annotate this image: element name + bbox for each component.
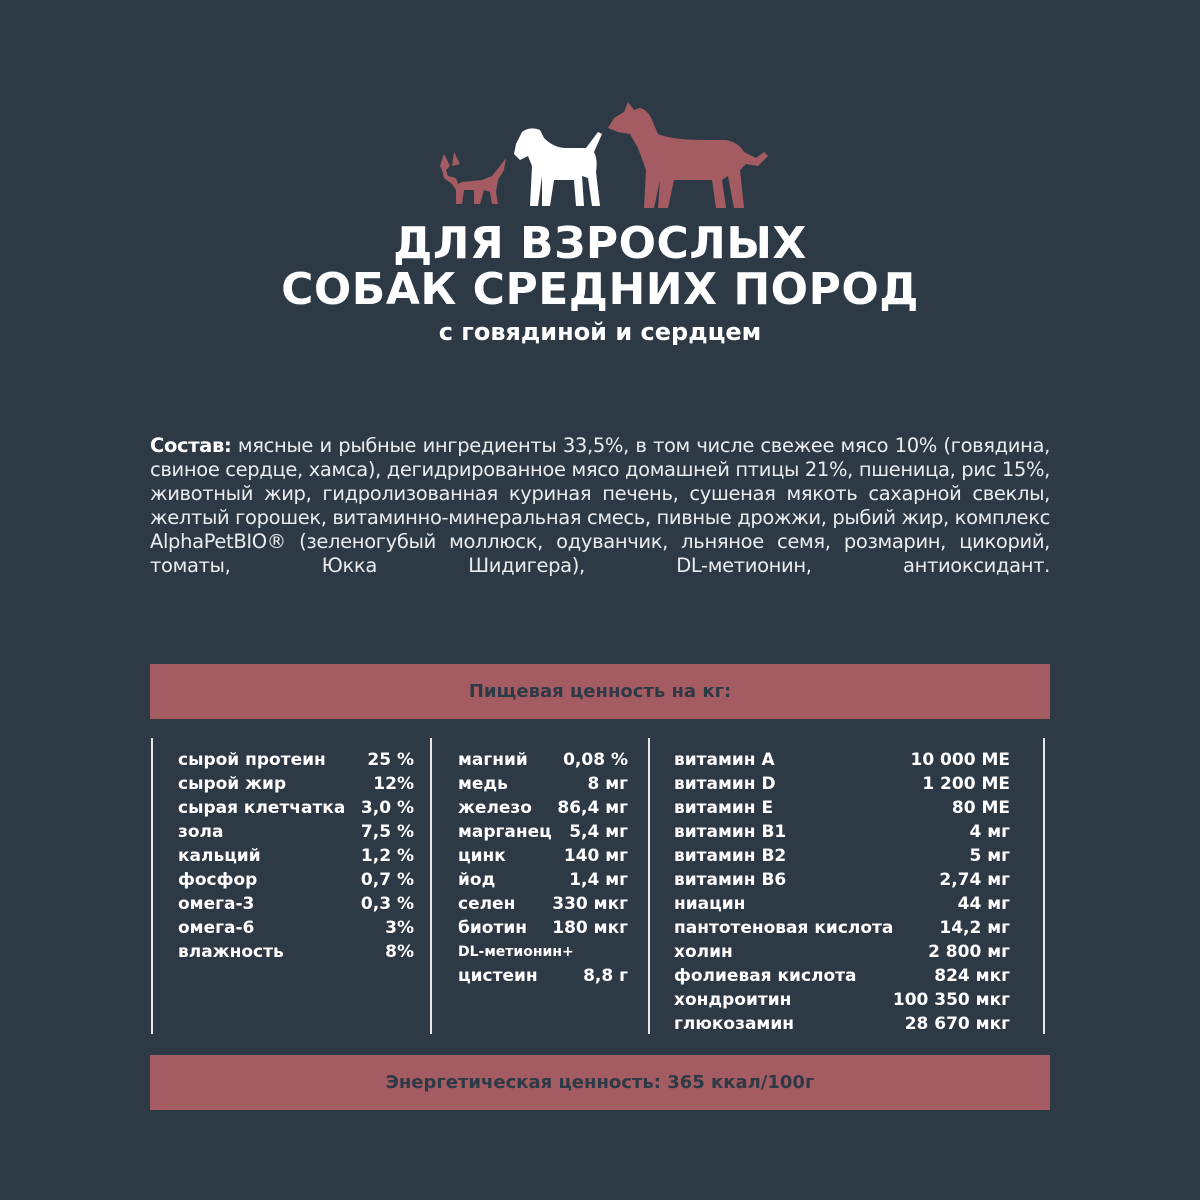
nutrient-value: 2,74 мг (939, 870, 1010, 890)
page-title-line2: СОБАК СРЕДНИХ ПОРОД (281, 264, 919, 315)
nutrient-row (178, 772, 414, 796)
column-divider (151, 738, 153, 1034)
nutrient-row (178, 940, 414, 964)
nutrient-row (674, 868, 1010, 892)
nutrient-value: 1 200 МЕ (922, 774, 1010, 794)
nutrient-row (458, 796, 628, 820)
nutrient-value: 14,2 мг (939, 918, 1010, 938)
nutrient-name: омега-3 (178, 894, 255, 914)
composition-label: Состав: (150, 434, 232, 457)
nutrient-name: холин (674, 942, 733, 962)
nutrient-row (458, 940, 628, 964)
nutrient-value: 80 МЕ (951, 798, 1010, 818)
nutrient-name: марганец (458, 822, 552, 842)
nutrient-name: сырая клетчатка (178, 798, 346, 818)
nutrient-value: 5 мг (969, 846, 1010, 866)
nutrient-name: влажность (178, 942, 284, 962)
nutrient-name: кальций (178, 846, 261, 866)
nutrient-row (674, 772, 1010, 796)
nutrient-name: цинк (458, 846, 506, 866)
page-title-line1: ДЛЯ ВЗРОСЛЫХ (393, 218, 807, 269)
nutrient-row (674, 988, 1010, 1012)
nutrient-value: 10 000 МЕ (910, 750, 1010, 770)
nutrient-row (458, 892, 628, 916)
nutrient-value: 86,4 мг (557, 798, 628, 818)
nutrient-name: витамин Е (674, 798, 774, 818)
nutrition-column-2 (458, 748, 628, 988)
nutrient-row (458, 916, 628, 940)
nutrient-row (178, 844, 414, 868)
nutrient-name: хондроитин (674, 990, 792, 1010)
nutrition-header: Пищевая ценность на кг: (150, 664, 1050, 719)
nutrient-row (458, 820, 628, 844)
medium-dog-icon (514, 126, 606, 210)
nutrition-column-1 (178, 748, 414, 964)
column-divider (648, 738, 650, 1034)
nutrient-value: 2 800 мг (928, 942, 1010, 962)
nutrient-value: 1,4 мг (569, 870, 628, 890)
nutrient-value: 8% (385, 942, 414, 962)
nutrient-row (674, 964, 1010, 988)
nutrient-value: 3% (385, 918, 414, 938)
nutrient-row (674, 916, 1010, 940)
nutrient-value: 28 670 мкг (904, 1014, 1010, 1034)
nutrient-value: 330 мкг (552, 894, 628, 914)
nutrient-value: 824 мкг (934, 966, 1010, 986)
nutrient-name: фосфор (178, 870, 258, 890)
nutrient-name: омега-6 (178, 918, 255, 938)
nutrient-name: фолиевая кислота (674, 966, 857, 986)
nutrient-value: 8 мг (587, 774, 628, 794)
nutrient-row (674, 940, 1010, 964)
nutrient-row (178, 868, 414, 892)
nutrient-value: 180 мкг (552, 918, 628, 938)
nutrient-name: йод (458, 870, 496, 890)
nutrient-value: 0,7 % (360, 870, 414, 890)
nutrient-row (178, 892, 414, 916)
nutrient-row (178, 748, 414, 772)
nutrient-name: витамин D (674, 774, 776, 794)
nutrient-name: витамин В2 (674, 846, 787, 866)
nutrient-name: зола (178, 822, 224, 842)
nutrient-name: пантотеновая кислота (674, 918, 894, 938)
large-dog-icon (608, 100, 768, 212)
nutrient-name: сырой протеин (178, 750, 326, 770)
nutrient-value: 0,08 % (563, 750, 628, 770)
nutrient-value: 100 350 мкг (892, 990, 1010, 1010)
nutrient-row (674, 820, 1010, 844)
nutrient-name: витамин В6 (674, 870, 787, 890)
nutrient-value: 5,4 мг (569, 822, 628, 842)
nutrient-value: 0,3 % (360, 894, 414, 914)
nutrient-name: витамин В1 (674, 822, 787, 842)
nutrient-row (178, 796, 414, 820)
nutrient-row (674, 796, 1010, 820)
dogs-illustration (0, 90, 1200, 220)
nutrient-value: 140 мг (563, 846, 628, 866)
composition-text (150, 434, 1050, 578)
nutrient-value: 12% (373, 774, 414, 794)
nutrient-name: ниацин (674, 894, 746, 914)
column-divider (430, 738, 432, 1034)
nutrient-name: железо (458, 798, 532, 818)
nutrient-name: глюкозамин (674, 1014, 794, 1034)
nutrient-name: медь (458, 774, 508, 794)
nutrient-row (674, 748, 1010, 772)
nutrient-row (458, 844, 628, 868)
nutrient-value: 1,2 % (360, 846, 414, 866)
nutrient-row (178, 820, 414, 844)
nutrient-row (674, 844, 1010, 868)
small-dog-icon (440, 148, 510, 208)
nutrition-column-3 (674, 748, 1010, 1036)
nutrient-value: 7,5 % (360, 822, 414, 842)
nutrient-row (178, 916, 414, 940)
nutrient-row (458, 772, 628, 796)
nutrient-row (458, 868, 628, 892)
nutrient-name: сырой жир (178, 774, 287, 794)
column-divider (1043, 738, 1045, 1034)
nutrient-row (674, 892, 1010, 916)
nutrient-name: цистеин (458, 966, 538, 986)
energy-value: Энергетическая ценность: 365 ккал/100г (150, 1055, 1050, 1110)
nutrient-name: биотин (458, 918, 527, 938)
nutrient-row (458, 964, 628, 988)
nutrient-name: селен (458, 894, 516, 914)
nutrient-value: 44 мг (957, 894, 1010, 914)
nutrient-row (458, 748, 628, 772)
nutrient-value: 3,0 % (360, 798, 414, 818)
nutrient-name: DL-метионин+ (458, 944, 574, 960)
nutrient-value: 8,8 г (583, 966, 628, 986)
nutrient-value: 4 мг (969, 822, 1010, 842)
nutrient-name: витамин А (674, 750, 775, 770)
composition-body: мясные и рыбные ингредиенты 33,5%, в том числе свежее мясо 10% (говядина, свиное сердце, хамса), дегидрированное мясо домашней птицы 21%, пшеница, рис 15%, животный жир, гидролизованная куриная печень, сушеная мякоть сахарной свеклы, желтый горошек, витаминно-минеральная смесь, пивные дрожжи, рыбий жир, комплекс AlphaPetBIO® (зеленогубый моллюск, одуванчик, льняное семя, розмарин, цикорий, томаты, Юкка Шидигера), DL-метионин, антиоксидант. (150, 434, 1050, 577)
nutrient-name: магний (458, 750, 528, 770)
subtitle: с говядиной и сердцем (438, 318, 762, 346)
nutrient-row (674, 1012, 1010, 1036)
nutrient-value: 25 % (367, 750, 414, 770)
